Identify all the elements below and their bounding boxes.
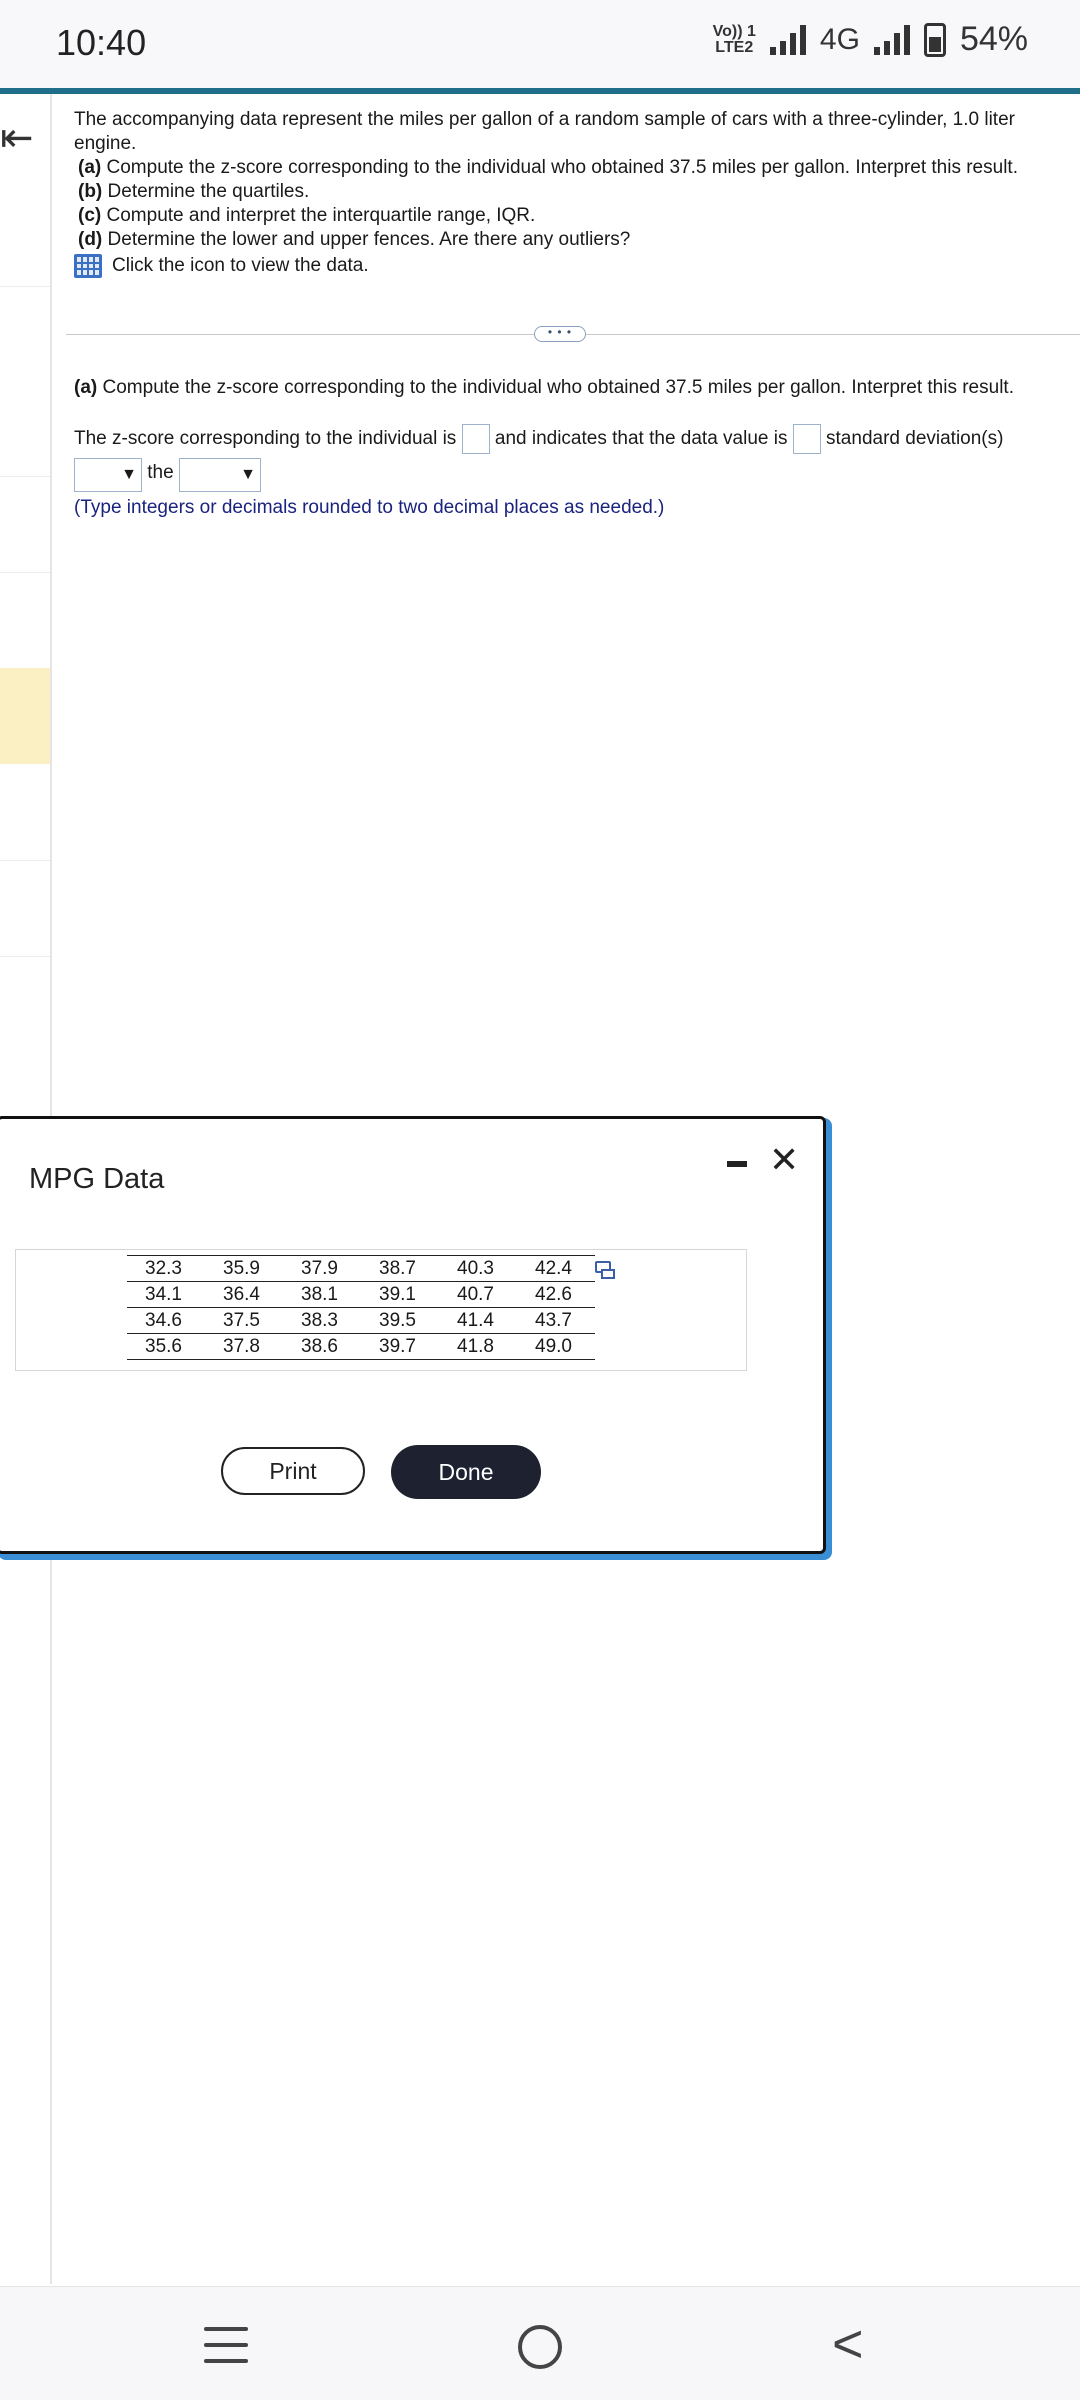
answer-suffix: standard deviation(s) — [826, 428, 1004, 450]
back-chevron-icon[interactable]: < — [832, 2314, 864, 2374]
question-part-c — [74, 204, 1064, 228]
z-score-input[interactable] — [462, 424, 490, 454]
print-button[interactable]: Print — [221, 1447, 365, 1495]
volte-label: Vo)) 1 — [712, 22, 756, 40]
table-cell: 37.9 — [301, 1257, 338, 1279]
part-a-text: Compute the z-score corresponding to the individual who obtained 37.5 miles per gallon. Interpret this result. — [102, 377, 1014, 398]
table-cell: 35.9 — [223, 1257, 260, 1279]
reference-dropdown[interactable]: ▼ — [179, 458, 261, 492]
question-intro — [74, 108, 1064, 278]
answer-prefix: The z-score corresponding to the individual is — [74, 428, 457, 450]
table-cell: 38.3 — [301, 1309, 338, 1331]
rail-divider — [0, 572, 50, 573]
rail-divider — [0, 286, 50, 287]
table-cell: 41.4 — [457, 1309, 494, 1331]
table-cell: 39.7 — [379, 1335, 416, 1357]
table-cell: 41.8 — [457, 1335, 494, 1357]
copy-icon[interactable] — [595, 1261, 611, 1273]
view-data-link[interactable] — [74, 254, 1064, 278]
clock: 10:40 — [56, 22, 147, 63]
close-icon[interactable]: ✕ — [769, 1139, 800, 1180]
answer-mid: and indicates that the data value is — [494, 428, 788, 450]
lte-label: LTE2 — [715, 38, 754, 56]
table-cell: 38.1 — [301, 1283, 338, 1305]
table-cell: 40.7 — [457, 1283, 494, 1305]
table-cell: 32.3 — [145, 1257, 182, 1279]
part-a-label: (a) — [74, 377, 98, 398]
table-cell: 34.1 — [145, 1283, 182, 1305]
table-row — [127, 1282, 595, 1308]
part-text: Compute and interpret the interquartile range, IQR. — [106, 205, 536, 226]
part-label: (b) — [78, 181, 103, 202]
system-icons — [713, 20, 1028, 59]
signal-icon-2 — [874, 25, 910, 55]
table-row — [127, 1256, 595, 1282]
left-rail-highlight[interactable] — [0, 668, 50, 764]
table-cell: 38.7 — [379, 1257, 416, 1279]
battery-percent: 54% — [959, 20, 1028, 58]
mpg-data-table — [127, 1255, 595, 1360]
table-cell: 37.8 — [223, 1335, 260, 1357]
part-label: (a) — [78, 157, 102, 178]
header-accent-bar — [0, 88, 1080, 94]
rail-divider — [0, 476, 50, 477]
minimize-icon[interactable] — [727, 1161, 747, 1167]
table-cell: 42.4 — [535, 1257, 572, 1279]
question-part-a — [74, 156, 1064, 180]
table-cell: 38.6 — [301, 1335, 338, 1357]
mpg-data-modal — [0, 1116, 826, 1554]
table-row — [127, 1308, 595, 1334]
table-cell: 35.6 — [145, 1335, 182, 1357]
rail-divider — [0, 860, 50, 861]
more-button[interactable]: • • • — [534, 326, 586, 342]
status-bar — [0, 0, 1080, 88]
part-a-question — [74, 376, 1064, 400]
answer-hint: (Type integers or decimals rounded to two decimal places as needed.) — [74, 497, 665, 519]
table-cell: 43.7 — [535, 1309, 572, 1331]
recent-apps-icon[interactable] — [204, 2327, 248, 2363]
network-type: 4G — [819, 22, 860, 56]
table-row — [127, 1334, 595, 1360]
the-word: the — [147, 462, 174, 484]
table-cell: 36.4 — [223, 1283, 260, 1305]
table-cell: 34.6 — [145, 1309, 182, 1331]
android-nav-bar — [0, 2286, 1080, 2400]
modal-title: MPG Data — [29, 1163, 165, 1195]
table-cell: 39.1 — [379, 1283, 416, 1305]
table-cell: 42.6 — [535, 1283, 572, 1305]
table-cell: 39.5 — [379, 1309, 416, 1331]
table-cell: 37.5 — [223, 1309, 260, 1331]
std-dev-count-input[interactable] — [793, 424, 821, 454]
question-part-b — [74, 180, 1064, 204]
part-a-section — [74, 376, 1064, 520]
part-text: Determine the quartiles. — [107, 181, 310, 202]
battery-icon — [924, 23, 946, 57]
view-data-text: Click the icon to view the data. — [112, 255, 369, 276]
question-intro-text: The accompanying data represent the miles per gallon of a random sample of cars with a three-cylinder, 1.0 liter engine. — [74, 109, 1015, 154]
answer-line — [74, 424, 1064, 492]
done-button[interactable]: Done — [391, 1445, 541, 1499]
volte-indicator — [713, 24, 756, 56]
home-icon[interactable] — [518, 2325, 562, 2369]
direction-dropdown[interactable]: ▼ — [74, 458, 142, 492]
signal-icon — [770, 25, 806, 55]
grid-table-icon[interactable] — [74, 254, 102, 278]
back-arrow-icon[interactable]: ⇤ — [0, 116, 34, 160]
part-text: Determine the lower and upper fences. Are there any outliers? — [107, 229, 631, 250]
table-cell: 49.0 — [535, 1335, 572, 1357]
part-text: Compute the z-score corresponding to the individual who obtained 37.5 miles per gallon. Interpret this result. — [106, 157, 1018, 178]
question-part-d — [74, 228, 1064, 252]
rail-divider — [0, 956, 50, 957]
part-label: (c) — [78, 205, 102, 226]
table-cell: 40.3 — [457, 1257, 494, 1279]
part-label: (d) — [78, 229, 103, 250]
